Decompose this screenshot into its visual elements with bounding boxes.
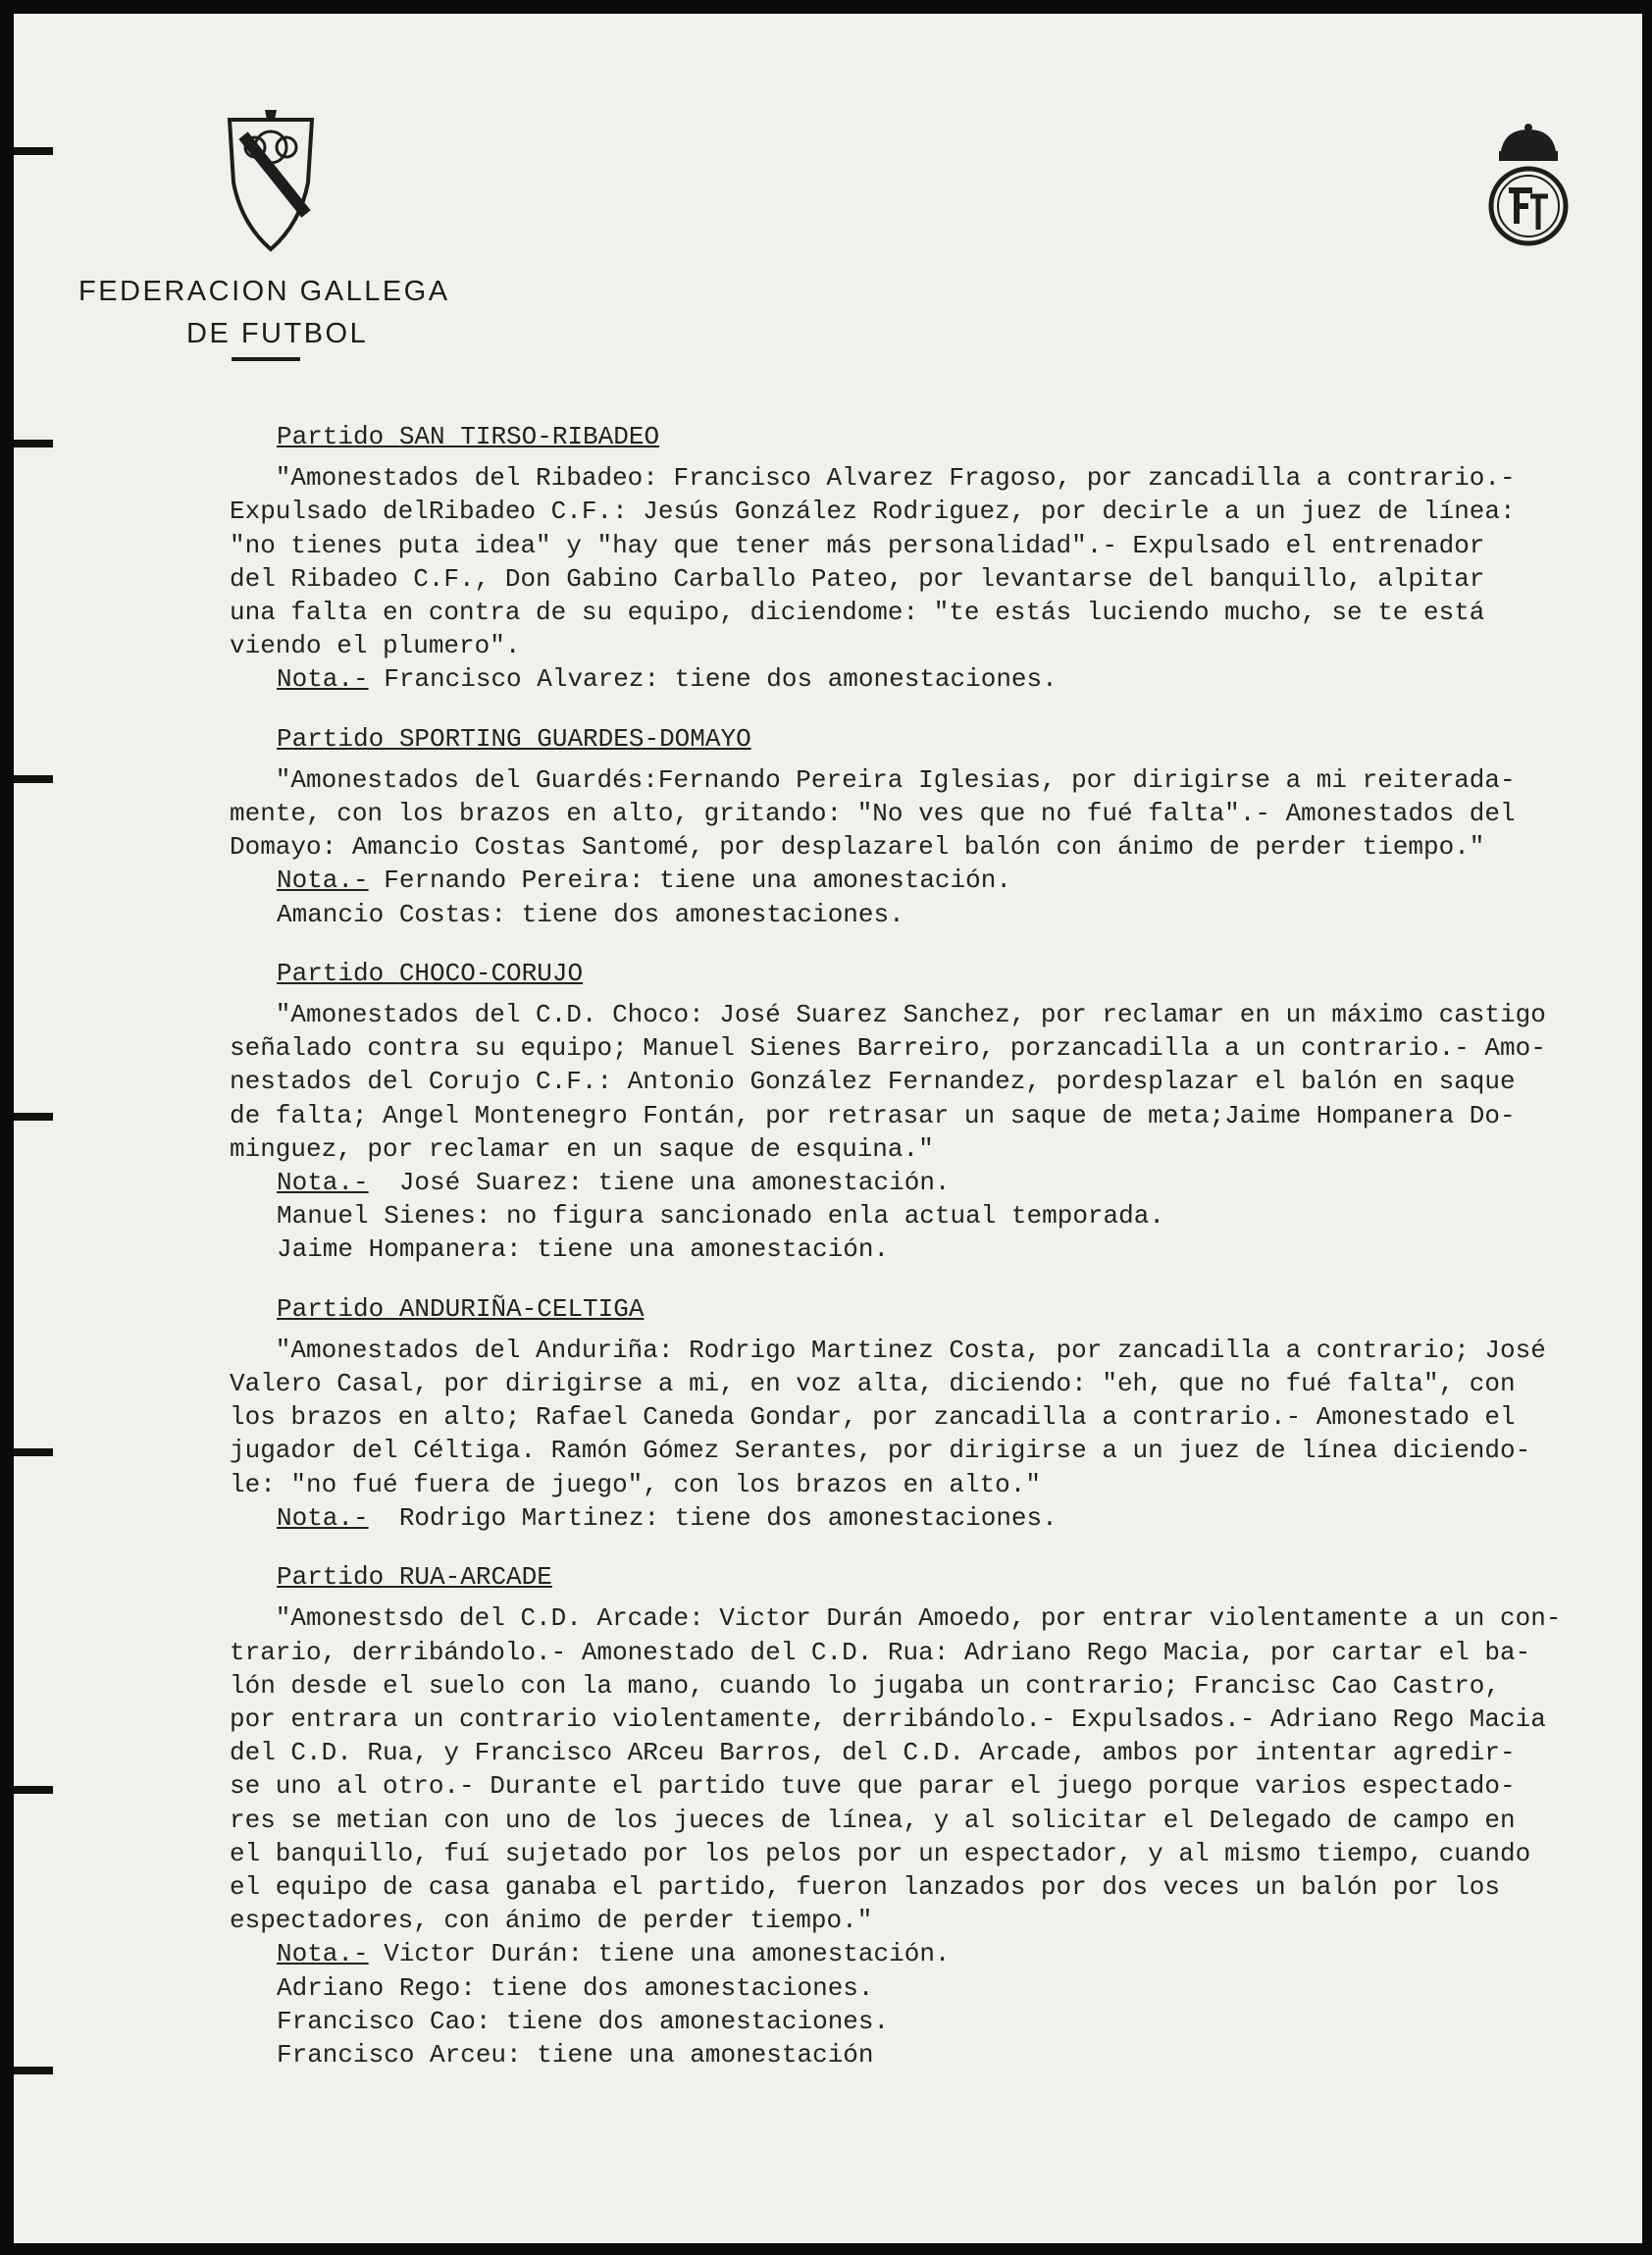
match-heading-prefix: Partido [277, 1293, 385, 1324]
report-line: res se metian con uno de los jueces de línea, y al solicitar el Delegado de campo en [230, 1805, 1516, 1835]
report-line: "Amonestados del C.D. Choco: José Suarez Sanchez, por reclamar en un máximo castigo [230, 1000, 1546, 1030]
match-heading [277, 420, 1642, 453]
punch-hole-mark [14, 1113, 53, 1121]
report-line: lón desde el suelo con la mano, cuando lo jugaba un contrario; Francisc Cao Castro, [230, 1670, 1501, 1701]
report-line: le: "no fué fuera de juego", con los brazos en alto." [230, 1469, 1041, 1499]
note-line [277, 1166, 1642, 1199]
note-line: Francisco Arceu: tiene una amonestación [277, 2039, 874, 2070]
match-section-choco-corujo [230, 957, 1642, 1267]
report-line: "Amonestados del Guardés:Fernando Pereira Iglesias, por dirigirse a mi reiterada- [230, 764, 1516, 795]
report-body [230, 420, 1642, 2097]
note-label: Nota.- [277, 1939, 369, 1969]
note-line: Jaime Hompanera: tiene una amonestación. [277, 1234, 890, 1265]
match-heading [277, 1292, 1642, 1326]
report-line: viendo el plumero". [230, 631, 521, 661]
match-heading-teams: SPORTING GUARDES-DOMAYO [398, 723, 751, 754]
note-line: Manuel Sienes: no figura sancionado enla actual temporada. [277, 1201, 1164, 1232]
report-line: jugador del Céltiga. Ramón Gómez Serantes, por dirigirse a un juez de línea diciendo- [230, 1436, 1531, 1466]
document-page [14, 14, 1642, 2243]
match-heading-teams: RUA-ARCADE [398, 1562, 552, 1593]
report-line: "Amonestados del Anduriña: Rodrigo Martinez Costa, por zancadilla a contrario; José [230, 1335, 1546, 1365]
report-line: se uno al otro.- Durante el partido tuve que parar el juego porque varios espectado- [230, 1771, 1516, 1802]
match-heading-prefix: Partido [277, 1562, 385, 1593]
report-line: los brazos en alto; Rafael Caneda Gondar, por zancadilla a contrario.- Amonestado el [230, 1402, 1516, 1433]
report-line: por entrara un contrario violentamente, derribándolo.- Expulsados.- Adriano Rego Macia [230, 1704, 1546, 1734]
report-line: "Amonestados del Ribadeo: Francisco Alvarez Fragoso, por zancadilla a contrario.- [230, 463, 1516, 494]
report-line: minguez, por reclamar en un saque de esquina." [230, 1133, 934, 1164]
match-heading-prefix: Partido [277, 723, 385, 754]
report-line: de falta; Angel Montenegro Fontán, por retrasar un saque de meta;Jaime Hompanera Do- [230, 1100, 1516, 1130]
note-line: Adriano Rego: tiene dos amonestaciones. [277, 1972, 874, 2003]
header-divider [232, 357, 300, 361]
report-line: el banquillo, fuí sujetado por los pelos por un espectador, y al mismo tiempo, cuando [230, 1838, 1531, 1868]
note-label: Nota.- [277, 1168, 369, 1198]
report-line: una falta en contra de su equipo, diciendome: "te estás luciendo mucho, se te está [230, 598, 1485, 628]
note-line [277, 1501, 1642, 1535]
punch-hole-mark [14, 775, 53, 783]
punch-hole-mark [14, 1786, 53, 1794]
federation-name [78, 271, 490, 355]
note-label: Nota.- [277, 664, 369, 695]
report-line: espectadores, con ánimo de perder tiempo." [230, 1906, 873, 1936]
match-heading [277, 957, 1642, 990]
note-label: Nota.- [277, 1502, 369, 1533]
match-heading-teams: SAN TIRSO-RIBADEO [398, 422, 660, 451]
match-heading [277, 722, 1642, 756]
report-line: "Amonestsdo del C.D. Arcade: Victor Durán Amoedo, por entrar violentamente a un con- [230, 1603, 1562, 1634]
galician-federation-shield-icon [222, 106, 320, 253]
note-line [277, 662, 1642, 696]
spanish-federation-crown-emblem-icon [1483, 122, 1574, 253]
match-heading-prefix: Partido [277, 958, 385, 988]
report-line: Domayo: Amancio Costas Santomé, por desplazarel balón con ánimo de perder tiempo." [230, 832, 1485, 863]
note-text: Fernando Pereira: tiene una amonestación. [368, 865, 1011, 896]
report-line: del C.D. Rua, y Francisco ARceu Barros, del C.D. Arcade, ambos por intentar agredir- [230, 1738, 1516, 1768]
note-text: José Suarez: tiene una amonestación. [368, 1168, 951, 1198]
match-heading-teams: ANDURIÑA-CELTIGA [398, 1293, 645, 1324]
report-line: el equipo de casa ganaba el partido, fueron lanzados por dos veces un balón por los [230, 1871, 1501, 1902]
report-line: "no tienes puta idea" y "hay que tener más personalidad".- Expulsado el entrenador [230, 530, 1485, 560]
note-line: Amancio Costas: tiene dos amonestaciones. [277, 899, 904, 929]
report-line: Expulsado delRibadeo C.F.: Jesús González Rodriguez, por decirle a un juez de línea: [230, 497, 1516, 527]
match-heading [277, 1560, 1642, 1594]
punch-hole-mark [14, 147, 53, 155]
report-line: del Ribadeo C.F., Don Gabino Carballo Pateo, por levantarse del banquillo, alpitar [230, 563, 1485, 594]
match-section-anduriña-celtiga [230, 1292, 1642, 1535]
note-line [277, 1937, 1642, 1970]
note-text: Victor Durán: tiene una amonestación. [368, 1939, 951, 1969]
punch-hole-mark [14, 2067, 53, 2074]
federation-name-line2: DE FUTBOL [186, 318, 369, 349]
match-heading-teams: CHOCO-CORUJO [398, 958, 584, 988]
note-line: Francisco Cao: tiene dos amonestaciones. [277, 2006, 890, 2036]
federation-name-line1: FEDERACION GALLEGA [78, 276, 450, 307]
match-section-rua-arcade [230, 1560, 1642, 2071]
report-line: nestados del Corujo C.F.: Antonio González Fernandez, pordesplazar el balón en saque [230, 1067, 1516, 1097]
match-heading-prefix: Partido [277, 422, 385, 451]
report-line: trario, derribándolo.- Amonestado del C.D. Rua: Adriano Rego Macia, por cartar el ba- [230, 1637, 1531, 1667]
note-label: Nota.- [277, 865, 369, 896]
note-text: Francisco Alvarez: tiene dos amonestaciones. [368, 664, 1058, 695]
match-section-san-tirso-ribadeo [230, 420, 1642, 697]
report-line: mente, con los brazos en alto, gritando: "No ves que no fué falta".- Amonestados del [230, 799, 1516, 829]
report-line: señalado contra su equipo; Manuel Sienes Barreiro, porzancadilla a un contrario.- Amo- [230, 1033, 1546, 1064]
report-line: Valero Casal, por dirigirse a mi, en voz alta, diciendo: "eh, que no fué falta", con [230, 1369, 1516, 1399]
note-text: Rodrigo Martinez: tiene dos amonestaciones. [368, 1502, 1058, 1533]
punch-hole-mark [14, 440, 53, 447]
match-section-sporting-guardes-domayo [230, 722, 1642, 931]
note-line [277, 864, 1642, 897]
punch-hole-mark [14, 1448, 53, 1456]
